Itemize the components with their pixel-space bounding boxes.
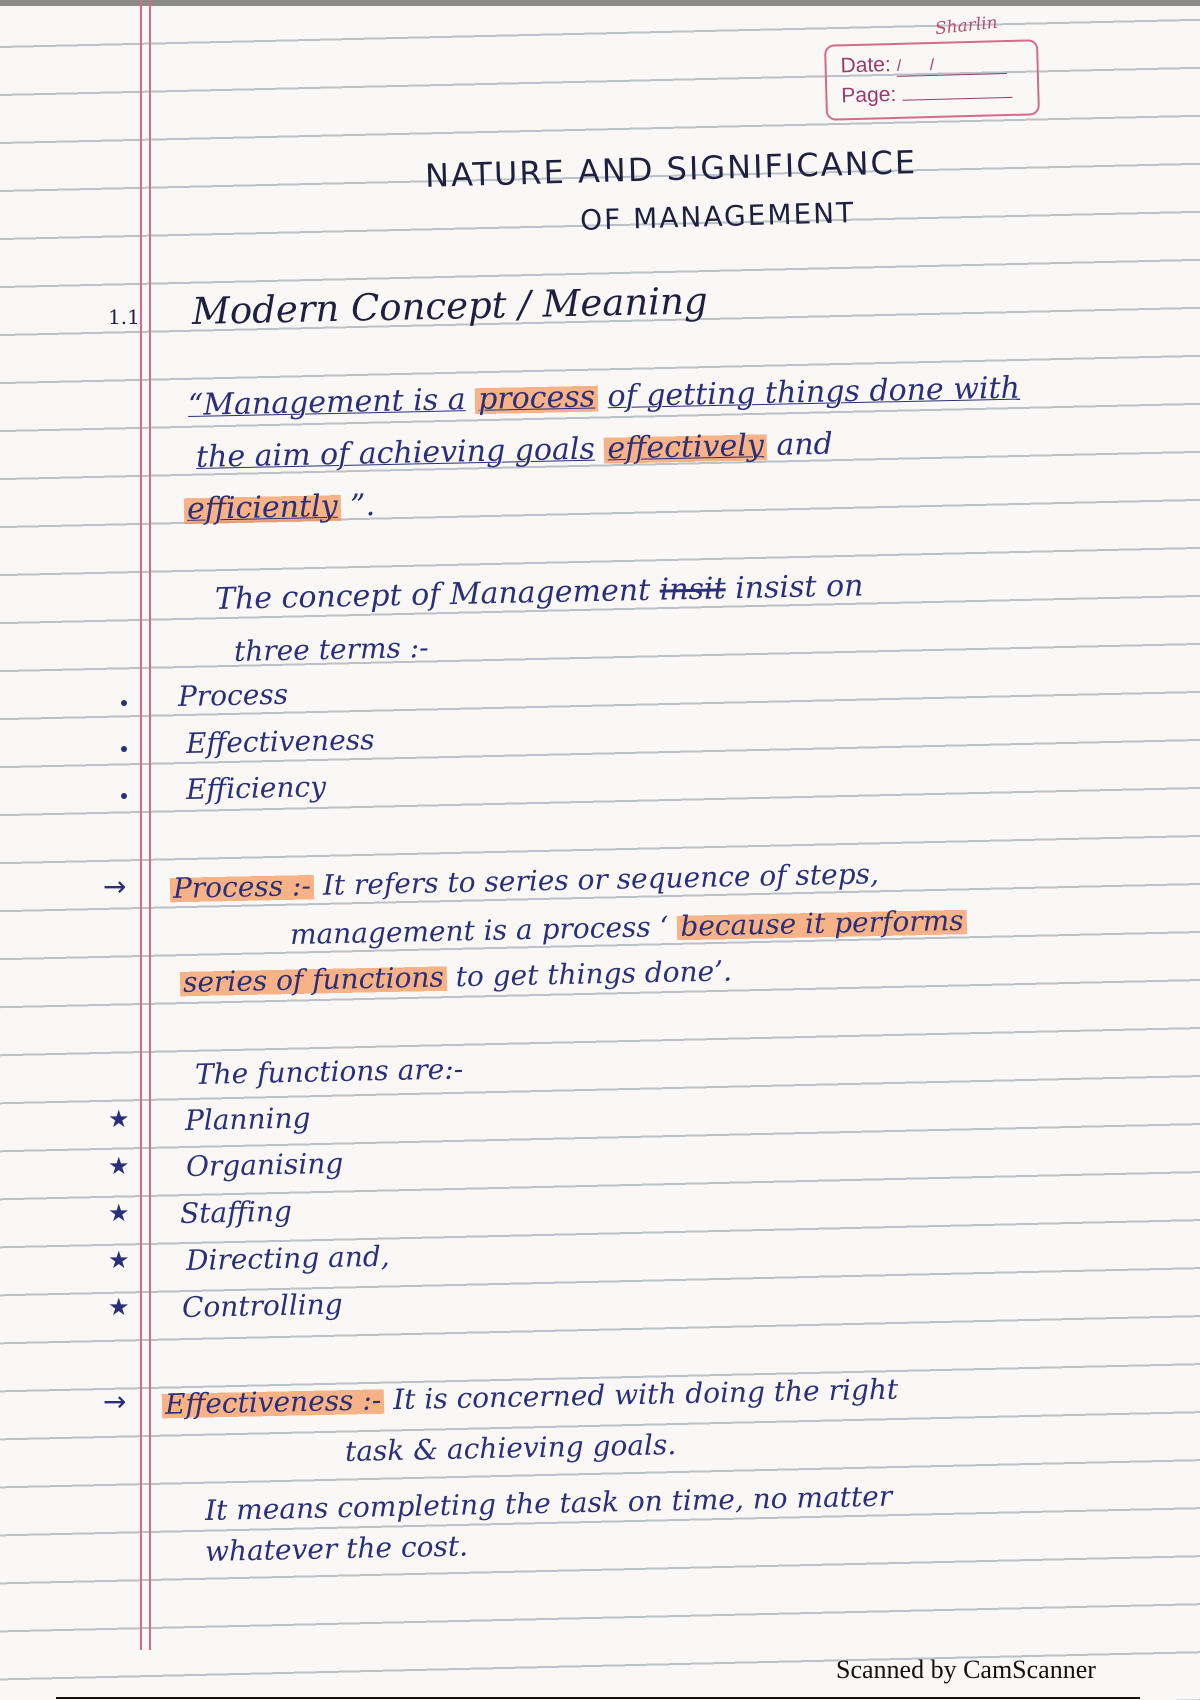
- page-value: [902, 97, 1012, 101]
- highlight-efficiently: efficiently: [184, 489, 341, 527]
- footer-rule: [56, 1697, 1140, 1699]
- section-number: 1.1: [108, 305, 140, 329]
- process-text: to get things done’.: [455, 954, 733, 994]
- page-top-edge: [0, 0, 1200, 6]
- process-text: management is a process ‘: [289, 910, 669, 951]
- effectiveness-label: Effectiveness :-: [162, 1383, 385, 1421]
- process-text: It refers to series or sequence of steps,: [322, 857, 880, 902]
- process-line-3: [180, 954, 733, 999]
- function-item: Controlling: [181, 1287, 343, 1324]
- date-value: / /: [897, 55, 1007, 77]
- section-heading: Modern Concept / Meaning: [191, 279, 708, 333]
- bullet-dot: [121, 793, 127, 799]
- bullet-dot: [121, 700, 127, 706]
- concept-text: The concept of Management: [214, 572, 651, 617]
- process-line-1: [170, 857, 880, 905]
- arrow-right-icon: →: [103, 1385, 127, 1418]
- effectiveness-line-4: whatever the cost.: [204, 1529, 469, 1568]
- process-line-2: [290, 904, 967, 951]
- date-page-box: [824, 39, 1040, 121]
- definition-text: the aim of achieving goals: [195, 431, 596, 475]
- highlight-process: process: [475, 379, 599, 417]
- margin-line: [140, 0, 142, 1650]
- effectiveness-line-2: task & achieving goals.: [344, 1428, 677, 1468]
- definition-line-1: [188, 371, 1021, 423]
- highlight-effectively: effectively: [604, 428, 767, 466]
- star-icon: ★: [108, 1246, 130, 1274]
- signature: Sharlin: [934, 12, 999, 40]
- definition-text: and: [776, 426, 834, 463]
- definition-text: “Management is a: [187, 382, 466, 423]
- page-title-line-2: OF MANAGEMENT: [579, 196, 856, 237]
- definition-text: of getting things done with: [607, 370, 1021, 415]
- arrow-right-icon: →: [103, 870, 127, 903]
- margin-line-inner: [149, 0, 151, 1650]
- star-icon: ★: [108, 1199, 130, 1227]
- function-item: Organising: [185, 1146, 344, 1183]
- struck-word: insit: [659, 571, 726, 608]
- process-label: Process :-: [170, 869, 315, 905]
- star-icon: ★: [108, 1293, 130, 1321]
- concept-text: insist on: [734, 568, 864, 607]
- function-item: Planning: [184, 1101, 311, 1137]
- effectiveness-line-3: It means completing the task on time, no matter: [204, 1479, 893, 1527]
- page-title-line-1: NATURE AND SIGNIFICANCE: [424, 143, 918, 195]
- functions-intro: The functions are:-: [194, 1052, 464, 1091]
- page-label: Page:: [841, 82, 897, 108]
- date-row: [840, 50, 1007, 78]
- definition-line-3: [184, 488, 376, 527]
- concept-line-1: [215, 568, 864, 617]
- star-icon: ★: [108, 1105, 130, 1133]
- effectiveness-line-1: [162, 1373, 899, 1421]
- highlight-series: series of functions: [180, 960, 447, 999]
- star-icon: ★: [108, 1152, 130, 1180]
- function-item: Directing and,: [185, 1239, 390, 1277]
- date-label: Date:: [840, 53, 892, 78]
- term-item: Process: [177, 677, 289, 713]
- scanner-watermark: Scanned by CamScanner: [836, 1655, 1096, 1684]
- highlight-because: because it performs: [677, 904, 967, 943]
- concept-line-2: three terms :-: [233, 630, 429, 668]
- definition-text: ”.: [349, 488, 376, 524]
- effectiveness-text: It is concerned with doing the right: [392, 1372, 899, 1417]
- definition-line-2: [196, 427, 834, 475]
- term-item: Effectiveness: [185, 723, 375, 760]
- function-item: Staffing: [179, 1194, 293, 1230]
- page-row: [841, 80, 1012, 108]
- bullet-dot: [121, 746, 127, 752]
- term-item: Efficiency: [185, 770, 327, 806]
